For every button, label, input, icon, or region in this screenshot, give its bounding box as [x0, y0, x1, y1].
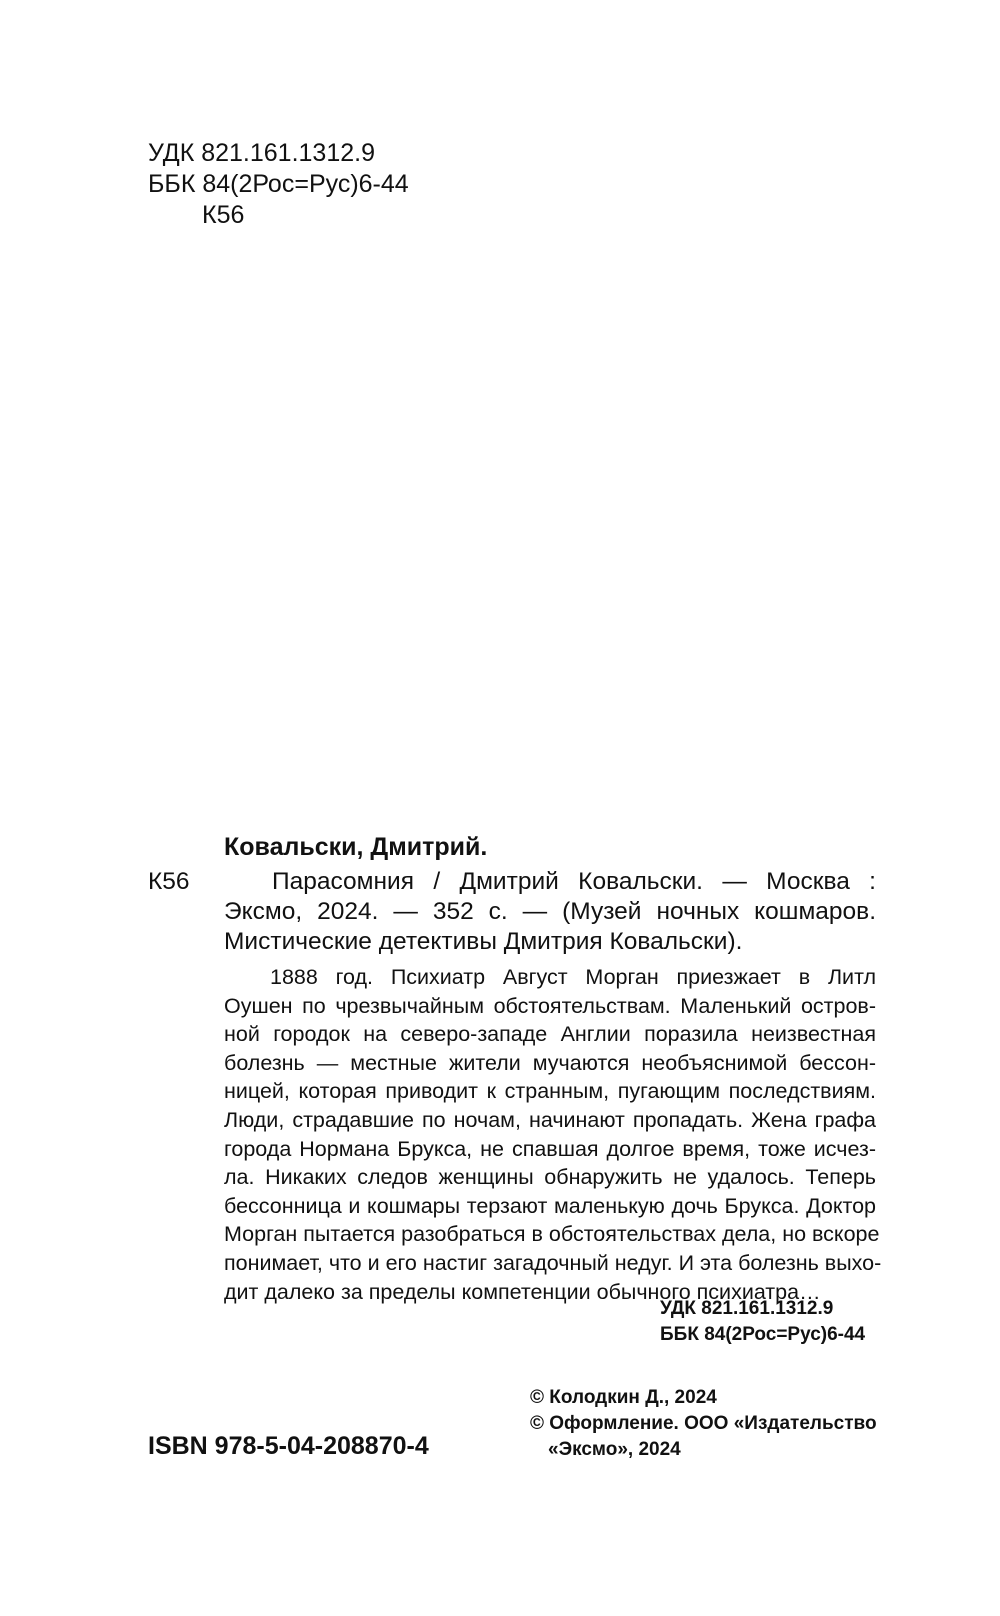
annotation-line: понимает, что и его настиг загадочный недуг. И эта болезнь выхо-	[224, 1250, 882, 1275]
top-author-mark: К56	[202, 201, 245, 229]
title-line: Парасомния / Дмитрий Ковальски. — Москва :	[272, 868, 876, 895]
record-bbk: ББК 84(2Рос=Рус)6-44	[660, 1324, 866, 1345]
annotation-line: ла. Никаких следов женщины обнаружить не удалось. Теперь	[224, 1165, 876, 1190]
annotation-line: бессонница и кошмары терзают маленькую дочь Брукса. Доктор	[224, 1193, 876, 1218]
annotation-line: болезнь — местные жители мучаются необъяснимой бессон-	[224, 1050, 876, 1075]
copyright-design: © Оформление. ООО «Издательство	[530, 1413, 877, 1434]
annotation-line: Оушен по чрезвычайным обстоятельствам. Маленький остров-	[224, 993, 876, 1018]
record-author-mark: К56	[148, 868, 190, 895]
annotation-line: ницей, которая приводит к странным, пугающим последствиям.	[224, 1079, 876, 1104]
copyright-publisher: «Эксмо», 2024	[548, 1439, 681, 1460]
annotation-line: Люди, страдавшие по ночам, начинают пропадать. Жена графа	[224, 1107, 876, 1132]
title-line: Эксмо, 2024. — 352 с. — (Музей ночных кошмаров.	[224, 898, 876, 925]
record-udk: УДК 821.161.1312.9	[660, 1298, 834, 1319]
annotation-line: 1888 год. Психиатр Август Морган приезжает в Литл	[270, 965, 876, 989]
isbn: ISBN 978-5-04-208870-4	[148, 1432, 429, 1460]
annotation-line: города Нормана Брукса, не спавшая долгое время, тоже исчез-	[224, 1136, 876, 1161]
top-udk: УДК 821.161.1312.9	[148, 139, 375, 167]
annotation-line: Морган пытается разобраться в обстоятельствах дела, но вскоре	[224, 1222, 880, 1247]
copyright-author: © Колодкин Д., 2024	[530, 1387, 717, 1408]
annotation-line: дит далеко за пределы компетенции обычного психиатра…	[224, 1279, 821, 1304]
record-annotation	[224, 963, 882, 1306]
title-line: Мистические детективы Дмитрия Ковальски).	[224, 928, 743, 955]
annotation-line: ной городок на северо-западе Англии поразила неизвестная	[224, 1022, 876, 1047]
record-title	[224, 867, 876, 957]
record-author: Ковальски, Дмитрий.	[224, 833, 488, 861]
top-bbk: ББК 84(2Рос=Рус)6-44	[148, 170, 409, 198]
